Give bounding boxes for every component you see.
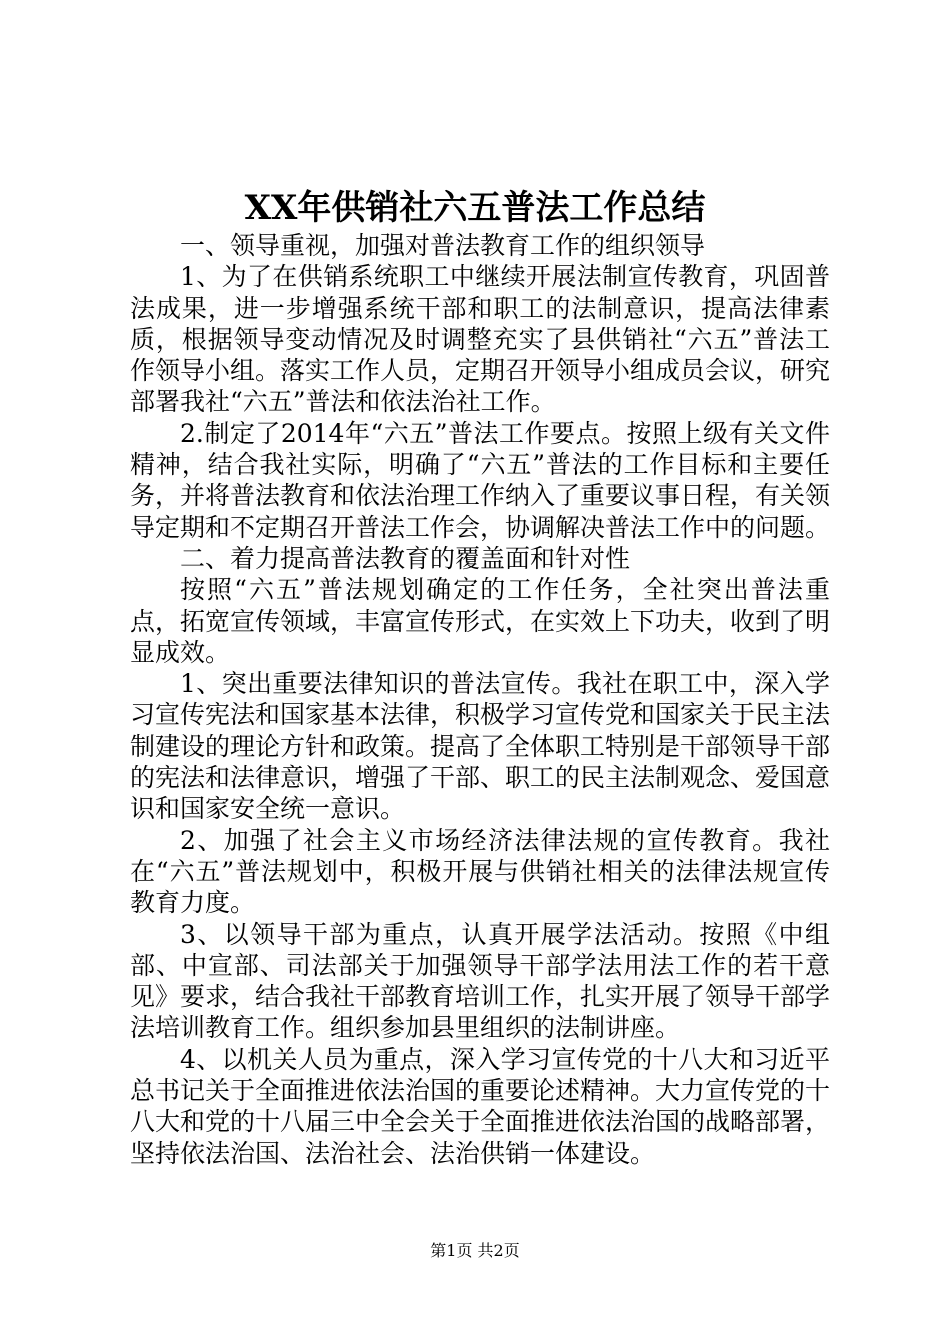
document-body bbox=[130, 230, 830, 1169]
paragraph: 2、加强了社会主义市场经济法律法规的宣传教育。我社在“六五”普法规划中，积极开展与供销社相关的法律法规宣传教育力度。 bbox=[130, 825, 830, 918]
paragraph: 按照“六五”普法规划确定的工作任务，全社突出普法重点，拓宽宣传领域，丰富宣传形式，在实效上下功夫，收到了明显成效。 bbox=[130, 575, 831, 667]
document-title: XX年供销社六五普法工作总结 bbox=[244, 188, 706, 228]
section-heading-2: 二、着力提高普法教育的覆盖面和针对性 bbox=[180, 543, 631, 573]
section-heading-1: 一、领导重视，加强对普法教育工作的组织领导 bbox=[180, 231, 706, 260]
page-footer: 第1页 共2页 bbox=[430, 1241, 520, 1260]
paragraph: 3、以领导干部为重点，认真开展学法活动。按照《中组部、中宣部、司法部关于加强领导干部学法用法工作的若干意见》要求，结合我社干部教育培训工作，扎实开展了领导干部学法培训教育工作。组织参加县里组织的法制讲座。 bbox=[130, 919, 831, 1043]
paragraph: 4、以机关人员为重点，深入学习宣传党的十八大和习近平总书记关于全面推进依法治国的重要论述精神。大力宣传党的十八大和党的十八届三中全会关于全面推进依法治国的战略部署，坚持依法治国、法治社会、法治供销一体建设。 bbox=[130, 1044, 831, 1168]
paragraph: 2.制定了2014年“六五”普法工作要点。按照上级有关文件精神，结合我社实际，明确了“六五”普法的工作目标和主要任务，并将普法教育和依法治理工作纳入了重要议事日程，有关领导定期和不定期召开普法工作会，协调解决普法工作中的问题。 bbox=[130, 418, 831, 542]
paragraph: 1、突出重要法律知识的普法宣传。我社在职工中，深入学习宣传宪法和国家基本法律，积极学习宣传党和国家关于民主法制建设的理论方针和政策。提高了全体职工特别是干部领导干部的宪法和法律意识，增强了干部、职工的民主法制观念、爱国意识和国家安全统一意识。 bbox=[130, 669, 831, 824]
paragraph: 1、为了在供销系统职工中继续开展法制宣传教育，巩固普法成果，进一步增强系统干部和职工的法制意识，提高法律素质，根据领导变动情况及时调整充实了县供销社“六五”普法工作领导小组。落实工作人员，定期召开领导小组成员会议，研究部署我社“六五”普法和依法治社工作。 bbox=[130, 262, 831, 417]
